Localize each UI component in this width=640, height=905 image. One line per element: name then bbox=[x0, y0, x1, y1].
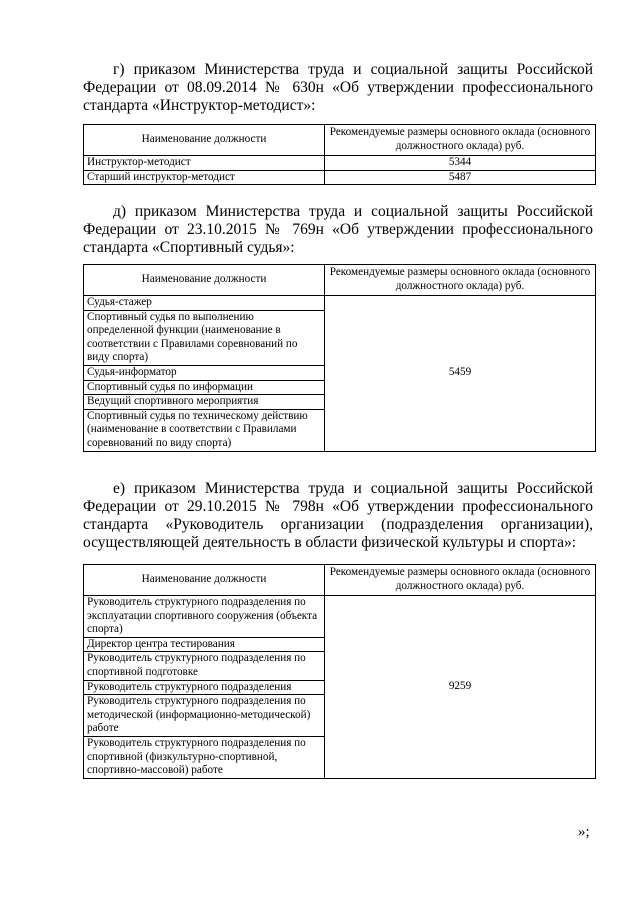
header-salary: Рекомендуемые размеры основного оклада (основного должностного оклада) руб. bbox=[325, 565, 596, 596]
header-position: Наименование должности bbox=[84, 565, 325, 596]
table-row bbox=[84, 170, 596, 185]
position-cell: Судья-информатор bbox=[84, 365, 325, 380]
table-row bbox=[84, 596, 596, 638]
header-salary: Рекомендуемые размеры основного оклада (основного должностного оклада) руб. bbox=[325, 125, 596, 156]
table-row bbox=[84, 296, 596, 311]
header-position: Наименование должности bbox=[84, 125, 325, 156]
position-cell: Руководитель структурного подразделения по методической (информационно-методической) работе bbox=[84, 695, 325, 737]
position-cell: Судья-стажер bbox=[84, 296, 325, 311]
salary-cell: 9259 bbox=[325, 596, 596, 779]
table-head bbox=[83, 564, 596, 779]
table-header-row bbox=[84, 565, 596, 596]
position-cell: Директор центра тестирования bbox=[84, 637, 325, 652]
header-position: Наименование должности bbox=[84, 265, 325, 296]
salary-cell: 5344 bbox=[325, 156, 596, 171]
closing-quote: »; bbox=[578, 824, 590, 840]
position-cell: Старший инструктор-методист bbox=[84, 170, 325, 185]
position-cell: Ведущий спортивного мероприятия bbox=[84, 395, 325, 410]
position-cell: Инструктор-методист bbox=[84, 156, 325, 171]
position-cell: Спортивный судья по информации bbox=[84, 380, 325, 395]
table-instructor bbox=[83, 124, 596, 185]
table-judge bbox=[83, 264, 596, 452]
position-cell: Руководитель структурного подразделения bbox=[84, 680, 325, 695]
paragraph-d: д) приказом Министерства труда и социальной защиты Российской Федерации от 23.10.2015 № 769н «Об утверждении профессионального стандарта «Спортивный судья»: bbox=[83, 203, 593, 256]
position-cell: Руководитель структурного подразделения по спортивной (физкультурно-спортивной, спортивно-массовой) работе bbox=[84, 736, 325, 778]
header-salary: Рекомендуемые размеры основного оклада (основного должностного оклада) руб. bbox=[325, 265, 596, 296]
table-row bbox=[84, 156, 596, 171]
paragraph-g: г) приказом Министерства труда и социальной защиты Российской Федерации от 08.09.2014 № 630н «Об утверждении профессионального стандарта «Инструктор-методист»: bbox=[83, 61, 593, 114]
position-cell: Спортивный судья по техническому действию (наименование в соответствии с Правилами соревнований по виду спорта) bbox=[84, 409, 325, 451]
salary-cell: 5487 bbox=[325, 170, 596, 185]
paragraph-e: е) приказом Министерства труда и социальной защиты Российской Федерации от 29.10.2015 № 798н «Об утверждении профессионального стандарта «Руководитель организации (подразделения организации), осуществляющей деятельность в области физической культуры и спорта»: bbox=[83, 480, 593, 551]
table-header-row bbox=[84, 265, 596, 296]
table-header-row bbox=[84, 125, 596, 156]
salary-cell: 5459 bbox=[325, 296, 596, 452]
position-cell: Руководитель структурного подразделения по спортивной подготовке bbox=[84, 652, 325, 680]
position-cell: Спортивный судья по выполнению определенной функции (наименование в соответствии с Правилами соревнований по виду спорта) bbox=[84, 310, 325, 365]
position-cell: Руководитель структурного подразделения по эксплуатации спортивного сооружения (объекта спорта) bbox=[84, 596, 325, 638]
